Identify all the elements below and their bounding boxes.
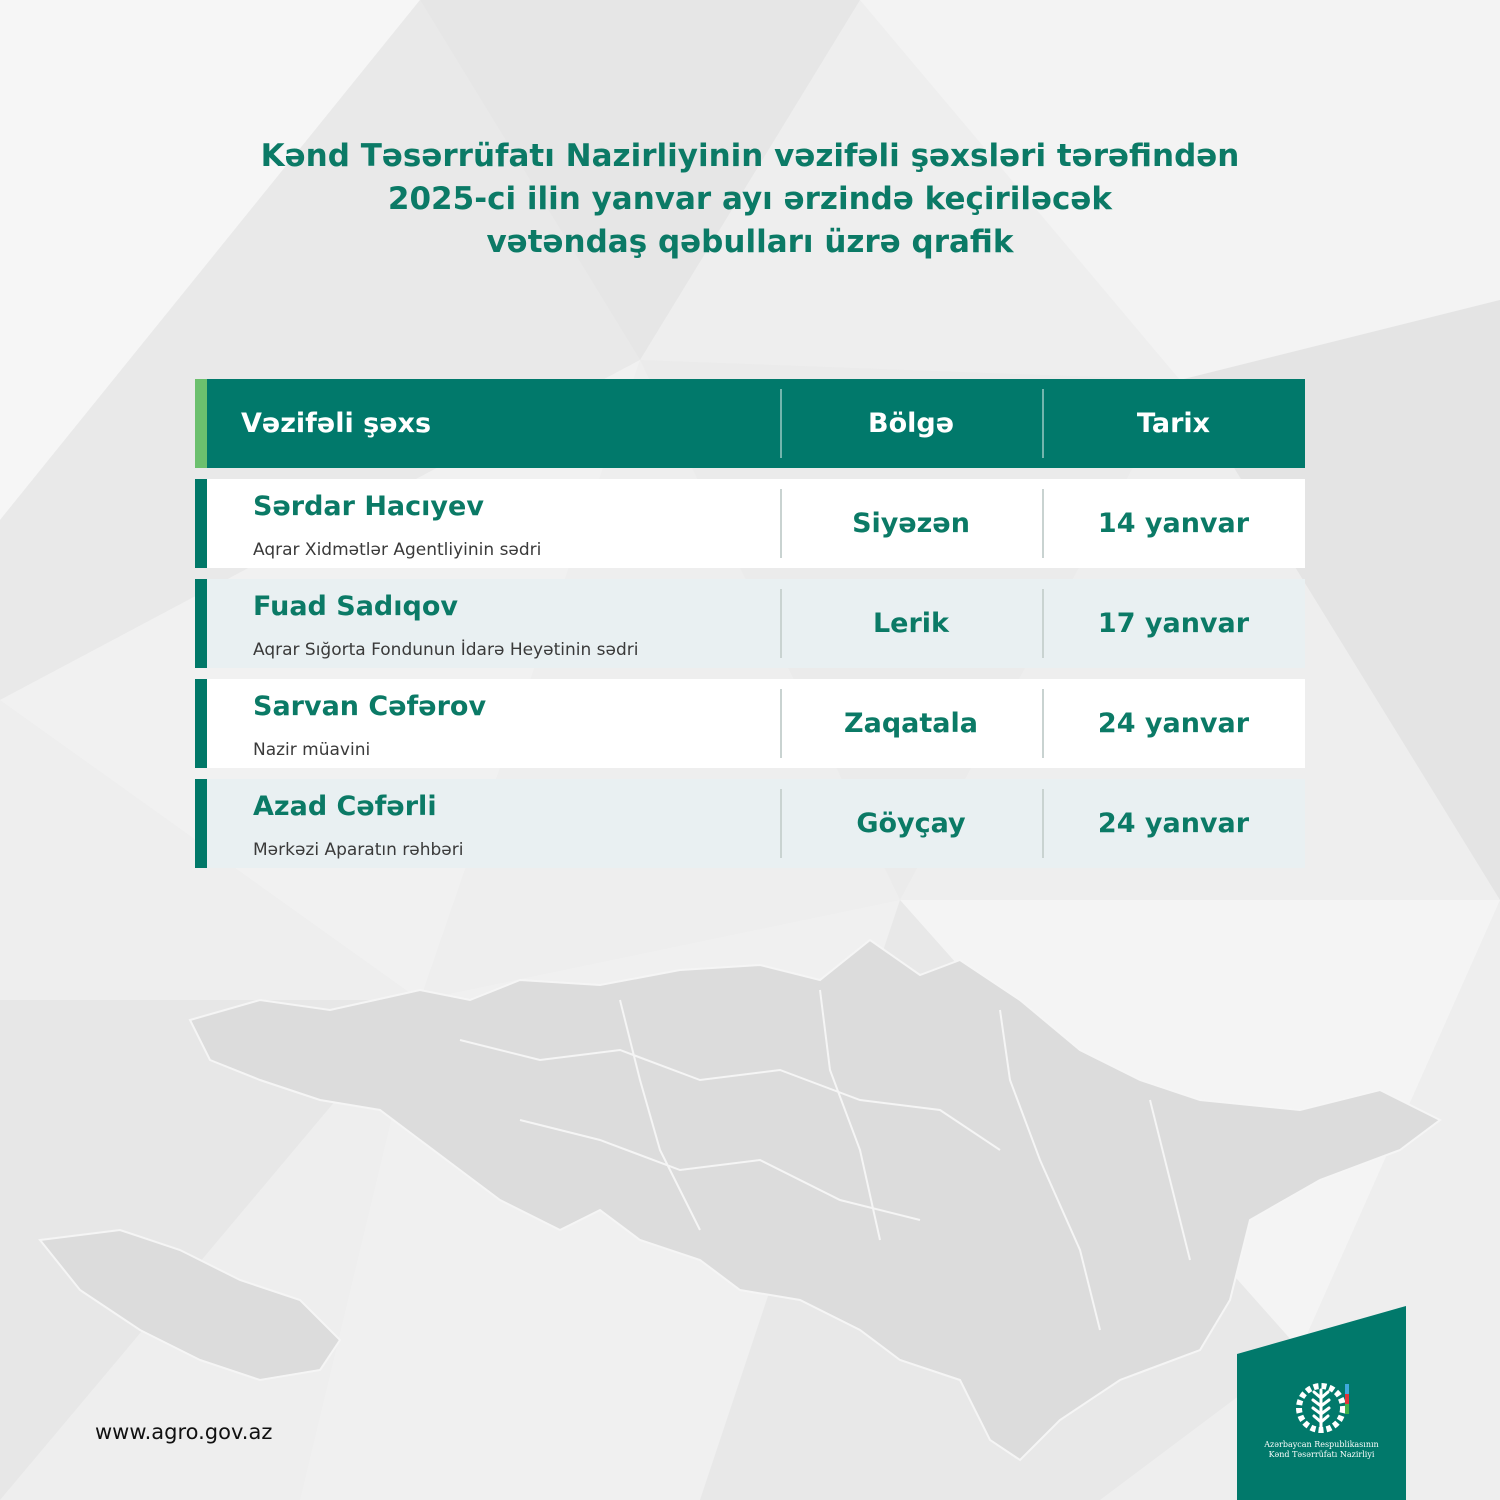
- header-date: Tarix: [1136, 408, 1211, 439]
- person-name: Fuad Sadıqov: [253, 591, 458, 622]
- region-value: Siyəzən: [852, 508, 970, 539]
- date-cell: [1042, 479, 1305, 568]
- person-role: Mərkəzi Aparatın rəhbəri: [253, 840, 464, 860]
- header-person: Vəzifəli şəxs: [241, 408, 432, 439]
- region-cell: [780, 579, 1042, 668]
- date-cell: [1042, 579, 1305, 668]
- person-cell: [207, 679, 780, 768]
- table-row: [195, 779, 1305, 868]
- person-cell: [207, 779, 780, 868]
- row-accent-bar: [195, 479, 207, 568]
- logo-caption-line-1: Azərbaycan Respublikasının: [1264, 1440, 1379, 1449]
- table-row: [195, 479, 1305, 568]
- person-role: Aqrar Sığorta Fondunun İdarə Heyətinin sədri: [253, 640, 639, 660]
- table-header: [195, 379, 1305, 468]
- row-accent-bar: [195, 579, 207, 668]
- row-accent-bar: [195, 679, 207, 768]
- date-value: 24 yanvar: [1097, 808, 1250, 839]
- person-name: Azad Cəfərli: [253, 791, 437, 822]
- person-cell: [207, 579, 780, 668]
- region-cell: [780, 779, 1042, 868]
- title-line-1: Kənd Təsərrüfatı Nazirliyinin vəzifəli şəxsləri tərəfindən: [260, 138, 1240, 174]
- person-cell: [207, 479, 780, 568]
- date-value: 14 yanvar: [1097, 508, 1250, 539]
- header-date-cell: [1042, 379, 1305, 468]
- region-value: Göyçay: [856, 808, 966, 839]
- date-cell: [1042, 679, 1305, 768]
- ministry-logo-panel: [1237, 1306, 1406, 1500]
- person-role: Nazir müavini: [253, 740, 371, 760]
- person-name: Sarvan Cəfərov: [253, 691, 487, 722]
- header-region-cell: [780, 379, 1042, 468]
- logo-caption: [1237, 1440, 1406, 1460]
- header-accent-bar: [195, 379, 207, 468]
- table-row: [195, 679, 1305, 768]
- date-value: 24 yanvar: [1097, 708, 1250, 739]
- page-title: [150, 135, 1350, 264]
- region-value: Lerik: [872, 608, 950, 639]
- region-cell: [780, 479, 1042, 568]
- title-line-2: 2025-ci ilin yanvar ayı ərzində keçiriləcək: [387, 181, 1113, 217]
- person-name: Sərdar Hacıyev: [253, 491, 484, 522]
- logo-caption-line-2: Kənd Təsərrüfatı Nazirliyi: [1268, 1450, 1375, 1459]
- table-row: [195, 579, 1305, 668]
- person-role: Aqrar Xidmətlər Agentliyinin sədri: [253, 540, 542, 560]
- header-region: Bölgə: [867, 408, 955, 439]
- region-cell: [780, 679, 1042, 768]
- website-link[interactable]: www.agro.gov.az: [95, 1420, 273, 1444]
- schedule-table: [195, 379, 1305, 879]
- title-line-3: vətəndaş qəbulları üzrə qrafik: [486, 224, 1014, 260]
- row-accent-bar: [195, 779, 207, 868]
- region-value: Zaqatala: [844, 708, 978, 739]
- date-cell: [1042, 779, 1305, 868]
- date-value: 17 yanvar: [1097, 608, 1250, 639]
